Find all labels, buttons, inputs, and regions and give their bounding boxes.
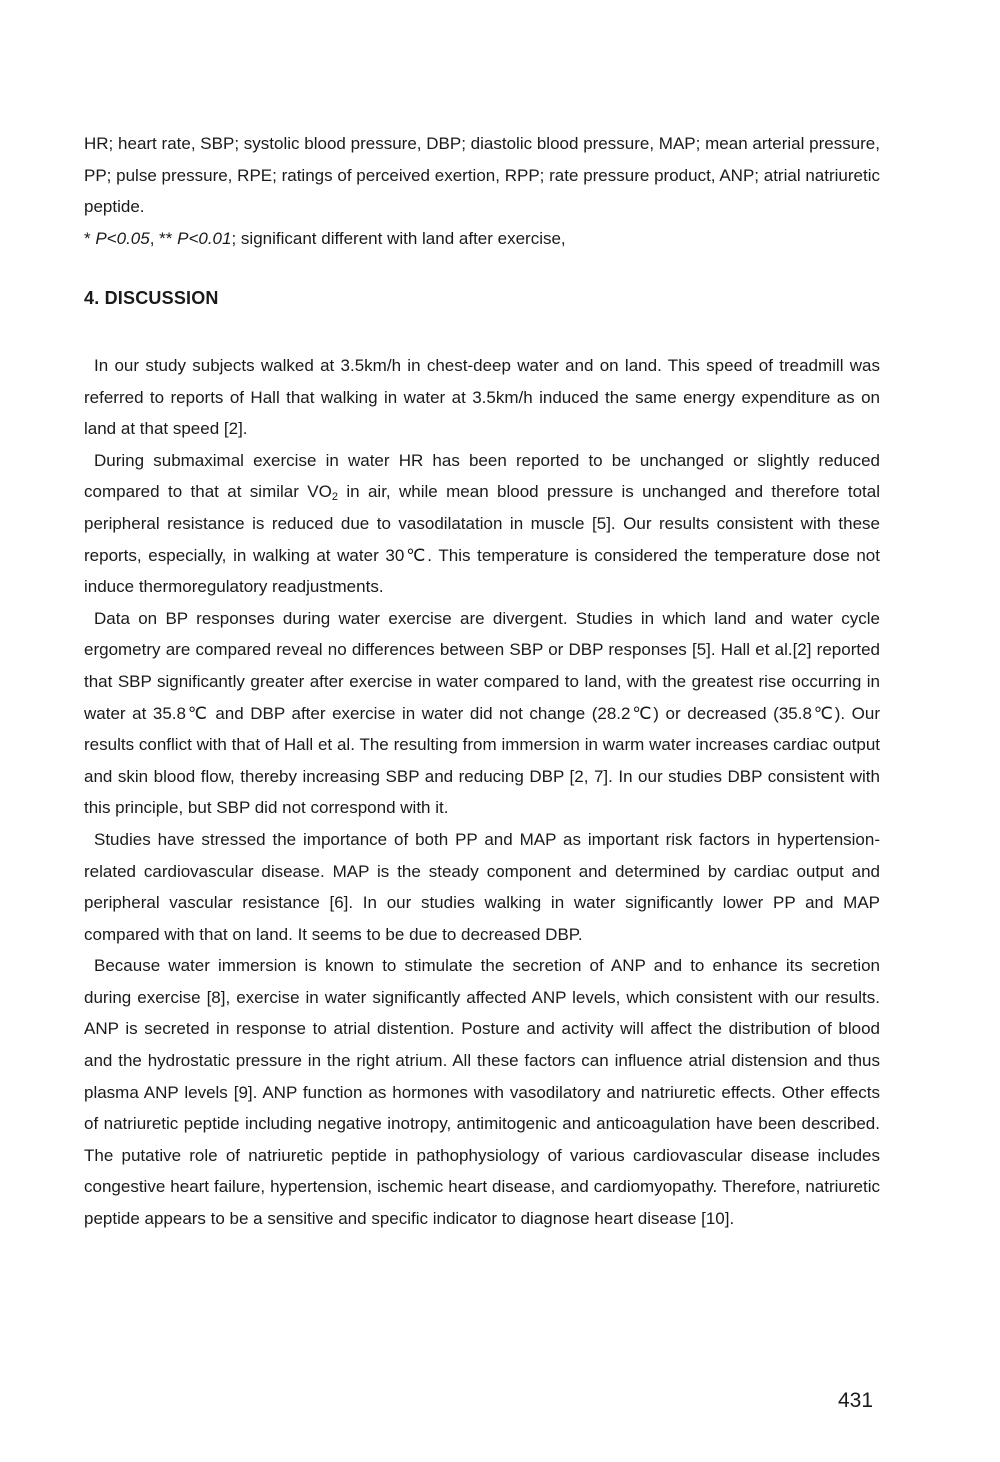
paragraph-5: Because water immersion is known to stimulate the secretion of ANP and to enhance its secretion during exercise [8], exercise in water significantly affected ANP levels, which consistent with our results. ANP is secreted in response to atrial distention. Posture and activity will affect the distribution of blood and the hydrostatic pressure in the right atrium. All these factors can influence atrial distension and thus plasma ANP levels [9]. ANP function as hormones with vasodilatory and natriuretic effects. Other effects of natriuretic peptide including negative inotropy, antimitogenic and anticoagulation have been described. The putative role of natriuretic peptide in pathophysiology of various cardiovascular disease includes congestive heart failure, hypertension, ischemic heart disease, and cardiomyopathy. Therefore, natriuretic peptide appears to be a sensitive and specific indicator to diagnose heart disease [10]. [84,956,880,1229]
abbreviation-list: HR; heart rate, SBP; systolic blood pressure, DBP; diastolic blood pressure, MAP; mean arterial pressure, PP; pulse pressure, RPE; ratings of perceived exertion, RPP; rate pressure product, ANP; atrial natriuretic peptide. [84,134,880,216]
significance-note: * P<0.05, ** P<0.01; significant different with land after exercise, [84,228,566,248]
discussion-body [84,350,880,1235]
p-value-005: P<0.05 [95,228,150,248]
p-value-001: P<0.01 [177,228,232,248]
paragraph-4: Studies have stressed the importance of both PP and MAP as important risk factors in hypertension-related cardiovascular disease. MAP is the steady component and determined by cardiac output and peripheral vascular resistance [6]. In our studies walking in water significantly lower PP and MAP compared with that on land. It seems to be due to decreased DBP. [84,829,880,944]
section-heading: 4. DISCUSSION [84,288,219,308]
table-footnote [84,128,880,254]
paragraph-2: During submaximal exercise in water HR has been reported to be unchanged or slightly reduced compared to that at similar $VO_2$ in air, while mean blood pressure is unchanged and therefore total peripheral resistance is reduced due to vasodilatation in muscle [5]. Our results consistent with these reports, especially, in walking at water 30℃. This temperature is considered the temperature dose not induce thermoregulatory readjustments. [84,450,880,597]
paragraph-3: Data on BP responses during water exercise are divergent. Studies in which land and water cycle ergometry are compared reveal no differences between SBP or DBP responses [5]. Hall et al.[2] reported that SBP significantly greater after exercise in water compared to land, with the greatest rise occurring in water at 35.8℃ and DBP after exercise in water did not change (28.2℃) or decreased (35.8℃). Our results conflict with that of Hall et al. The resulting from immersion in warm water increases cardiac output and skin blood flow, thereby increasing SBP and reducing DBP [2, 7]. In our studies DBP consistent with this principle, but SBP did not correspond with it. [84,608,880,818]
page-content [84,128,880,1229]
page-number: 431 [838,1389,874,1412]
paragraph-1: In our study subjects walked at 3.5km/h in chest-deep water and on land. This speed of treadmill was referred to reports of Hall that walking in water at 3.5km/h induced the same energy expenditure as on land at that speed [2]. [84,356,880,439]
